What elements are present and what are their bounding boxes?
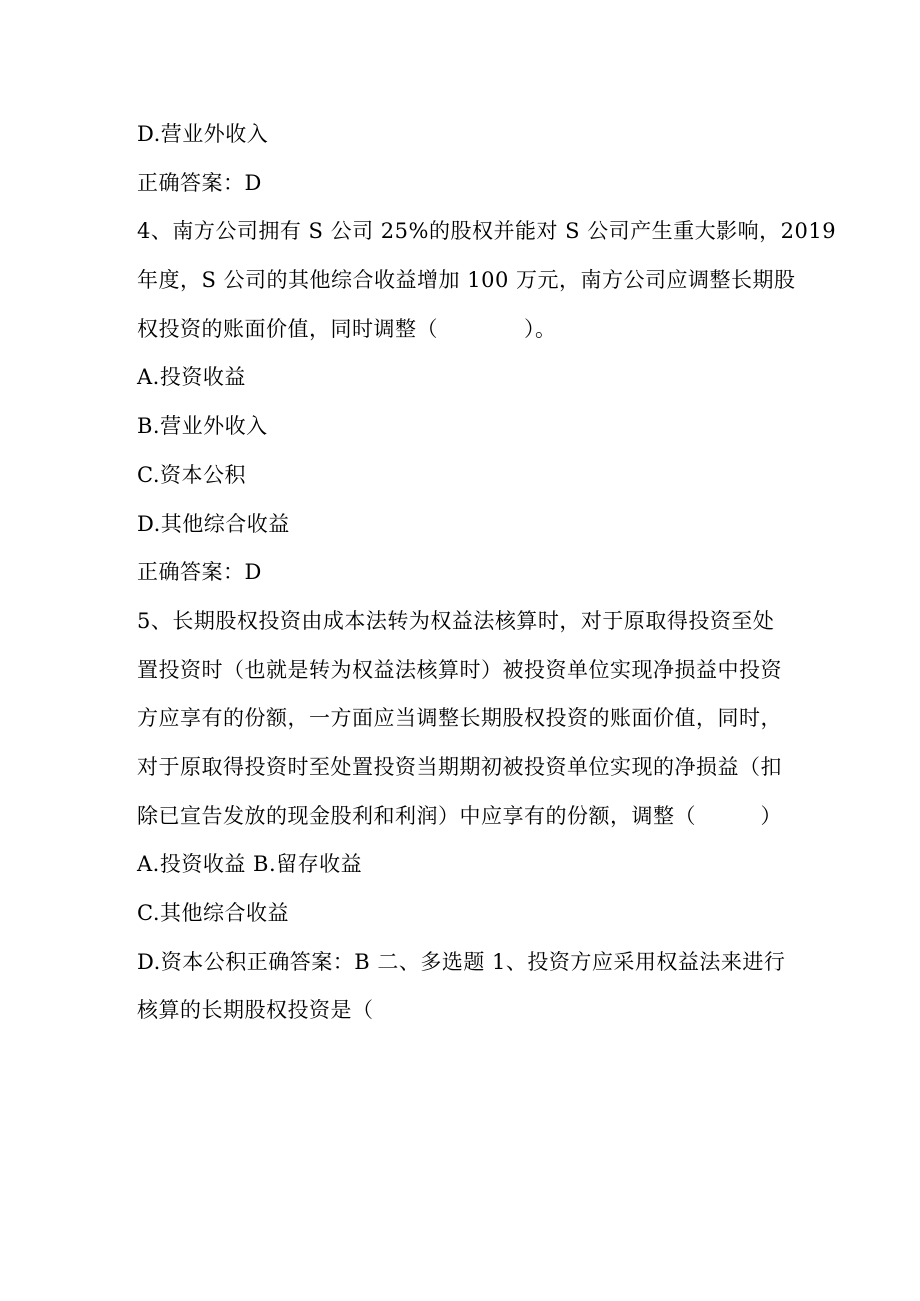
multi-choice-question-1-line: 核算的长期股权投资是（ bbox=[137, 998, 374, 1023]
document-body bbox=[137, 110, 837, 1035]
answer-line: 正确答案：D bbox=[137, 560, 262, 585]
option-b-line: B.营业外收入 bbox=[137, 414, 268, 439]
question-4-line-3: 权投资的账面价值，同时调整（ ）。 bbox=[137, 316, 557, 341]
option-d-answer-line: D.资本公积正确答案：B 二、多选题 1、投资方应采用权益法来进行 bbox=[137, 949, 786, 974]
question-5-line-5: 除已宣告发放的现金股利和利润）中应享有的份额，调整（ ） bbox=[137, 803, 782, 828]
option-c-line: C.其他综合收益 bbox=[137, 901, 289, 925]
option-c-line: C.资本公积 bbox=[137, 462, 246, 487]
option-d-line: D.营业外收入 bbox=[137, 122, 269, 146]
option-ab-line: A.投资收益 B.留存收益 bbox=[137, 852, 363, 877]
question-5-line-2: 置投资时（也就是转为权益法核算时）被投资单位实现净损益中投资 bbox=[137, 657, 782, 682]
option-d-line: D.其他综合收益 bbox=[137, 511, 290, 536]
question-5-line-1: 5、长期股权投资由成本法转为权益法核算时，对于原取得投资至处 bbox=[137, 608, 775, 633]
option-a-line: A.投资收益 bbox=[137, 365, 246, 390]
question-5-line-4: 对于原取得投资时至处置投资当期期初被投资单位实现的净损益（扣 bbox=[137, 754, 782, 779]
question-4-line-2: 年度，S 公司的其他综合收益增加 100 万元，南方公司应调整长期股 bbox=[137, 268, 796, 293]
question-5-line-3: 方应享有的份额，一方面应当调整长期股权投资的账面价值，同时， bbox=[137, 706, 782, 731]
question-4-line-1: 4、南方公司拥有 S 公司 25%的股权并能对 S 公司产生重大影响，2019 bbox=[137, 219, 837, 244]
answer-line: 正确答案：D bbox=[137, 170, 262, 195]
